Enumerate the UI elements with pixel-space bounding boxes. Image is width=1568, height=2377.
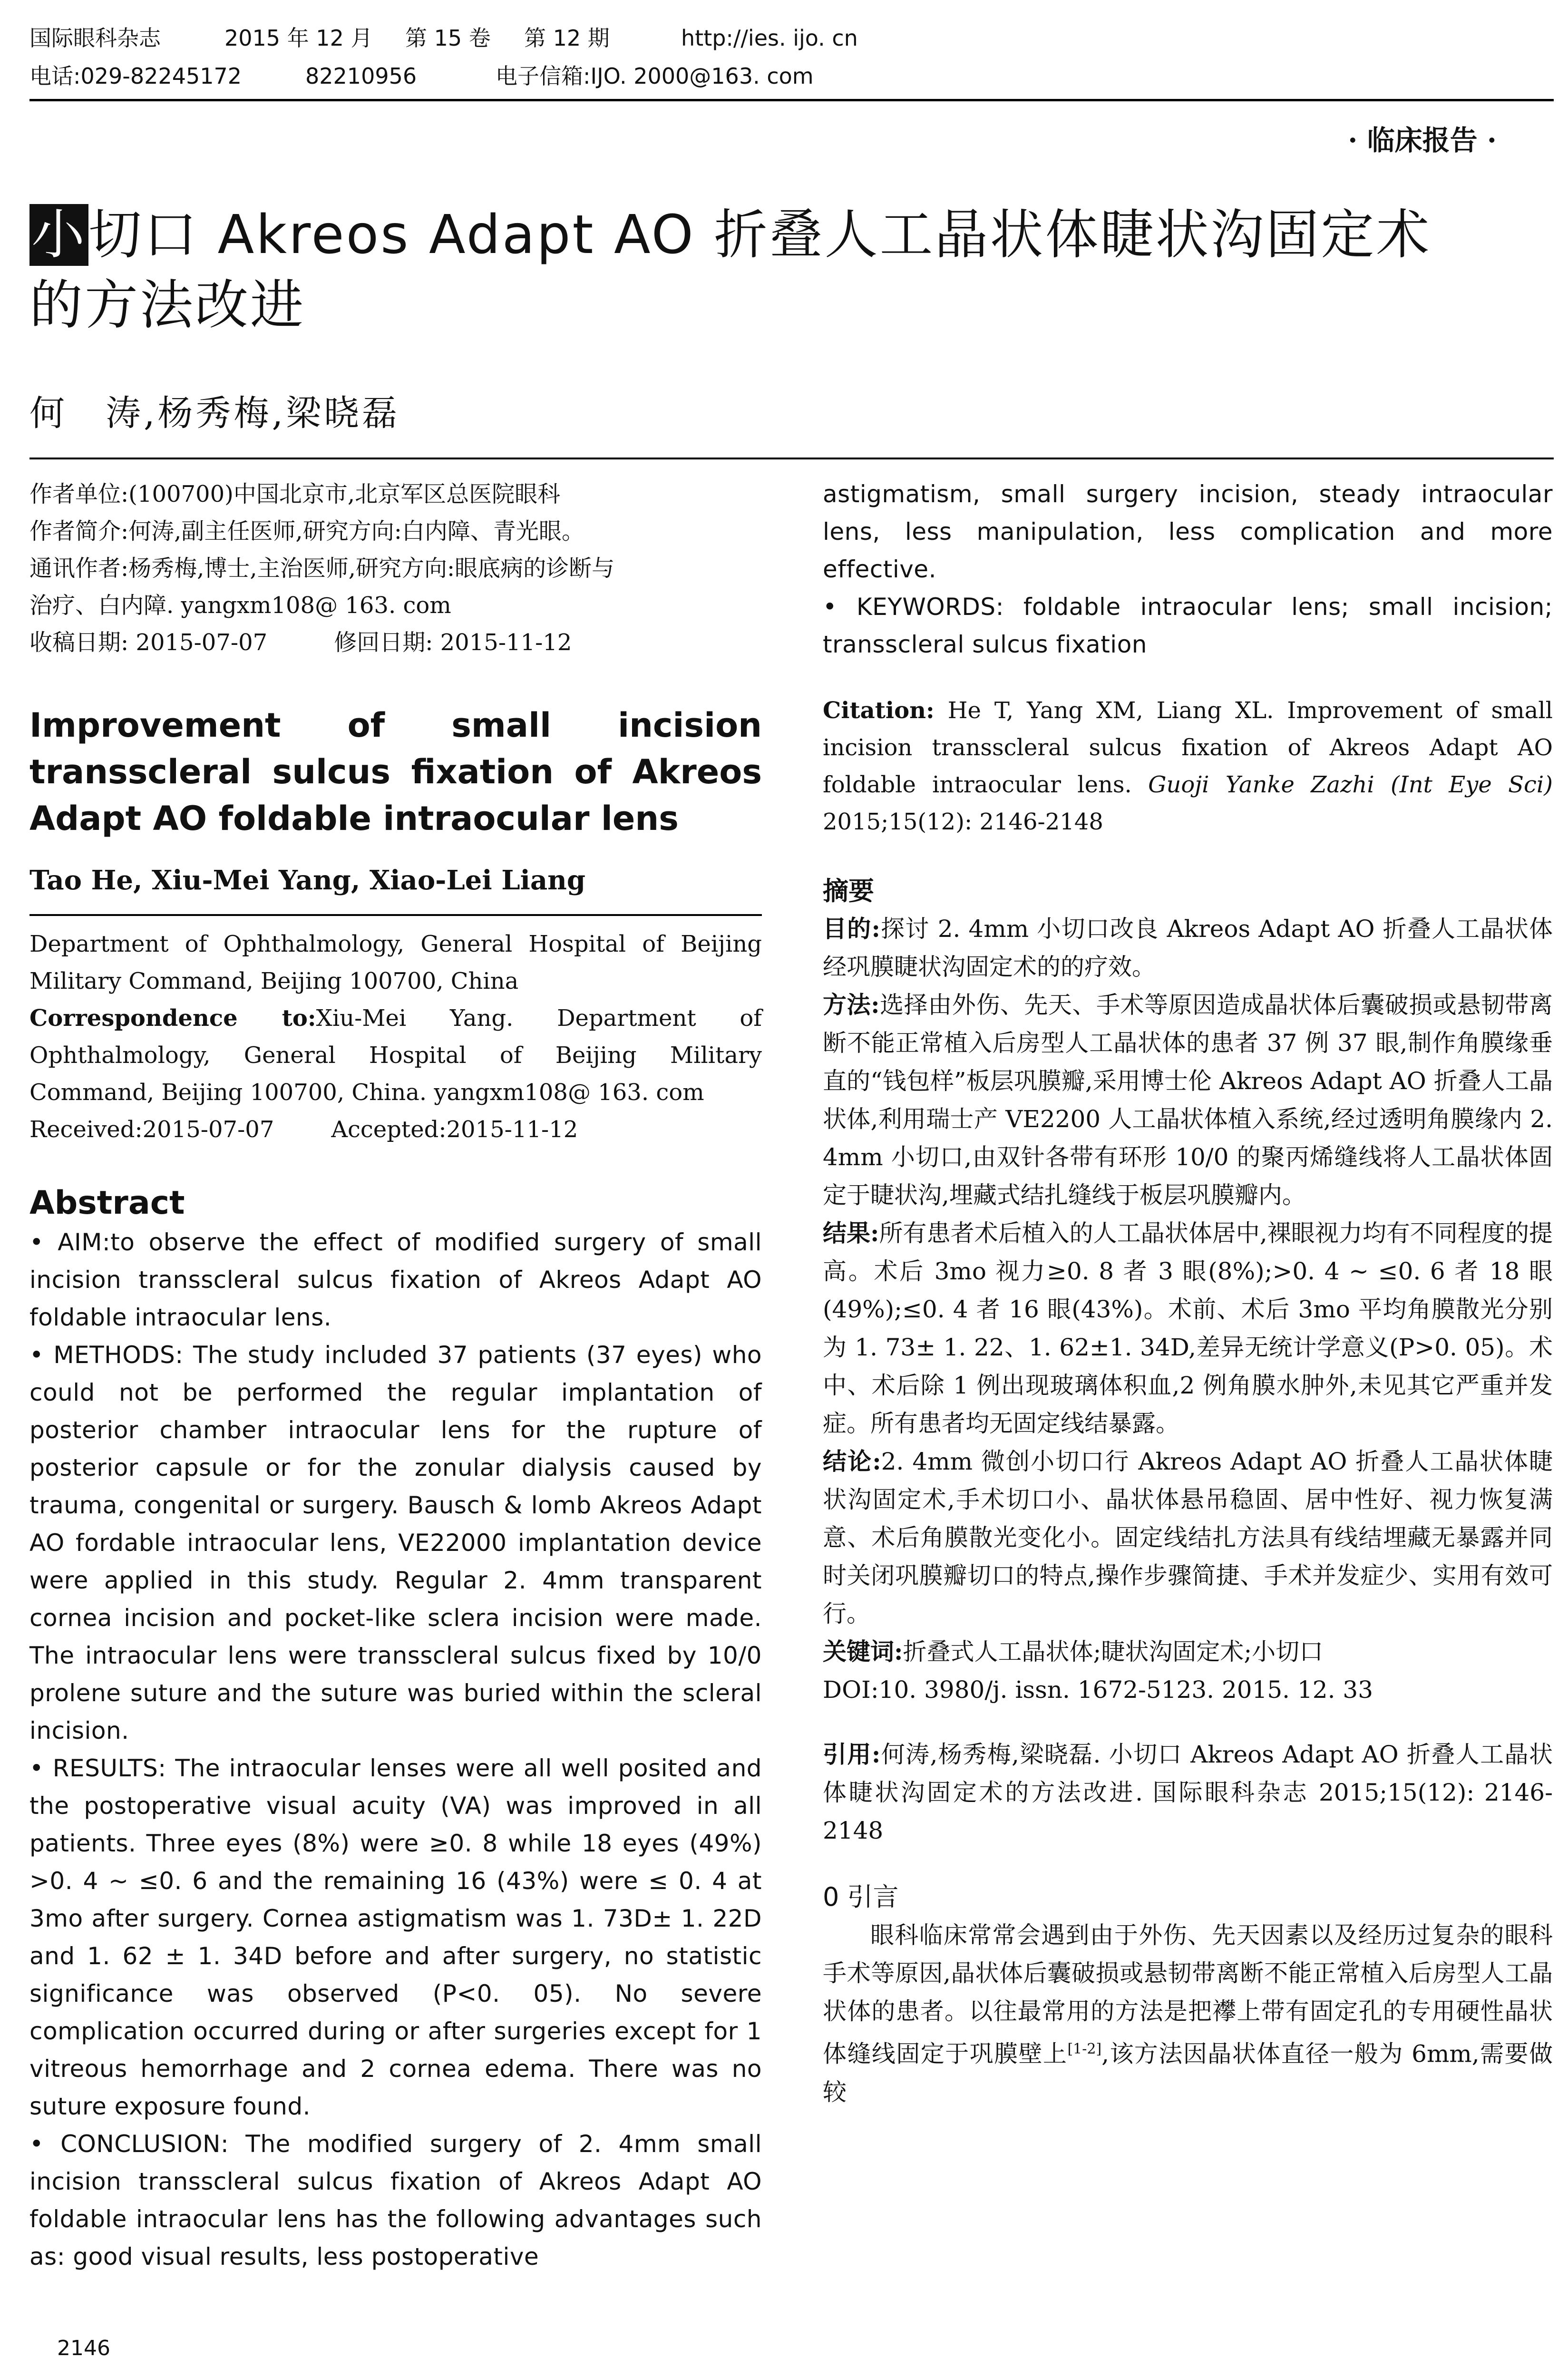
- cn-conclusion-label: 结论:: [823, 1447, 881, 1475]
- intro-text-1: 眼科临床常常会遇到由于外伤、先天因素以及经历过复杂的眼科手术等原因,晶状体后囊破损或悬韧带离断不能正常植入后房型人工晶状体的患者。以往最常用的方法是把襻上带有固定孔的专用硬性晶状体缝线固定于巩膜壁上: [823, 1921, 1553, 2068]
- revised-cn: 修回日期: 2015-11-12: [334, 629, 572, 656]
- abstract-conclusion-cont: astigmatism, small surgery incision, steady intraocular lens, less manipulation, less complication and more effective.: [823, 480, 1553, 583]
- cn-aim-label: 目的:: [823, 915, 880, 943]
- cn-results-text: 所有患者术后植入的人工晶状体居中,裸眼视力均有不同程度的提高。术后 3mo 视力≥0. 8 者 3 眼(8%);>0. 4 ~ ≤0. 6 者 18 眼(49%);≤0. 4 者 16 眼(43%)。术前、术后 3mo 平均角膜散光分别为 1. 73± 1. 22、1. 62±1. 34D,差异无统计学意义(P>0. 05)。术中、术后除 1 例出现玻璃体积血,2 例角膜水肿外,未见其它严重并发症。所有患者均无固定线结暴露。: [823, 1219, 1553, 1437]
- issue-date: 2015 年 12 月: [224, 25, 373, 51]
- cn-keywords-label: 关键词:: [823, 1637, 903, 1666]
- abstract-keywords: • KEYWORDS: foldable intraocular lens; small incision; transscleral sulcus fixation: [823, 593, 1553, 658]
- phone-2: 82210956: [305, 63, 417, 89]
- chinese-abstract-heading: 摘要: [823, 876, 874, 906]
- cn-conclusion: [823, 1442, 1553, 1633]
- article-title: [29, 200, 1551, 341]
- dates-cn: [29, 624, 762, 661]
- title-divider: [29, 458, 1554, 459]
- cn-aim: [823, 910, 1553, 986]
- page-number: 2146: [57, 2336, 110, 2360]
- right-column: [823, 476, 1553, 2111]
- journal-header: [29, 19, 1551, 95]
- author-bio: 作者简介:何涛,副主任医师,研究方向:白内障、青光眼。: [29, 518, 584, 545]
- email[interactable]: 电子信箱:IJO. 2000@163. com: [496, 63, 814, 89]
- affiliation-divider: [29, 914, 762, 916]
- author-info: [29, 476, 762, 661]
- citation: [823, 692, 1553, 840]
- cn-methods-text: 选择由外伤、先天、手术等原因造成晶状体后囊破损或悬韧带离断不能正常植入后房型人工晶状体的患者 37 例 37 眼,制作角膜缘垂直的“钱包样”板层巩膜瓣,采用博士伦 Akreos Adapt AO 折叠人工晶状体,利用瑞士产 VE2200 人工晶状体植入系统,经过透明角膜缘内 2. 4mm 小切口,由双针各带有环形 10/0 的聚丙烯缝线将人工晶状体固定于睫状沟,埋藏式结扎缝线于板层巩膜瓣内。: [823, 991, 1553, 1209]
- corresponding-author-2: 治疗、白内障. yangxm108@ 163. com: [29, 592, 451, 619]
- journal-url[interactable]: http://ies. ijo. cn: [681, 25, 858, 51]
- abstract-continued: [823, 476, 1553, 663]
- introduction: [823, 1878, 1553, 2111]
- intro-heading: 0 引言: [823, 1882, 899, 1912]
- title-highlight-char: 小: [29, 204, 88, 266]
- header-row-1: [29, 19, 1551, 57]
- citation-tail: 2015;15(12): 2146-2148: [823, 809, 1103, 835]
- citation-journal: Guoji Yanke Zazhi (Int Eye Sci): [1148, 771, 1553, 798]
- department: Department of Ophthalmology, General Hospital of Beijing Military Command, Beijing 100700, China: [29, 931, 762, 994]
- author-unit: 作者单位:(100700)中国北京市,北京军区总医院眼科: [29, 481, 561, 507]
- dates-en: [29, 1111, 762, 1148]
- intro-text-2: ,该方法因晶状体直径一般为 6mm,需要做较: [823, 2040, 1553, 2106]
- authors-cn: 何 涛,杨秀梅,梁晓磊: [29, 393, 400, 434]
- accepted-en: Accepted:2015-11-12: [331, 1116, 578, 1143]
- section-label: · 临床报告 ·: [1348, 124, 1497, 156]
- received-en: Received:2015-07-07: [29, 1116, 274, 1143]
- cn-citation-text: 何涛,杨秀梅,梁晓磊. 小切口 Akreos Adapt AO 折叠人工晶状体睫状沟固定术的方法改进. 国际眼科杂志 2015;15(12): 2146-2148: [823, 1741, 1553, 1844]
- intro-text: [823, 1916, 1553, 2111]
- corresponding-author-1: 通讯作者:杨秀梅,博士,主治医师,研究方向:眼底病的诊断与: [29, 555, 615, 582]
- cn-results: [823, 1214, 1553, 1442]
- chinese-citation: [823, 1735, 1553, 1850]
- volume: 第 15 卷: [405, 25, 491, 51]
- intro-ref[interactable]: [1-2]: [1067, 2041, 1102, 2057]
- citation-label: Citation:: [823, 697, 935, 724]
- phone: 电话:029-82245172: [29, 63, 242, 89]
- abstract-conclusion: • CONCLUSION: The modified surgery of 2. 4mm small incision transscleral sulcus fixation of Akreos Adapt AO foldable intraocular lens has the following advantages such as: good visual results, less postoperative: [29, 2130, 762, 2270]
- cn-aim-text: 探讨 2. 4mm 小切口改良 Akreos Adapt AO 折叠人工晶状体经巩膜睫状沟固定术的的疗效。: [823, 915, 1553, 981]
- journal-name: 国际眼科杂志: [29, 25, 161, 51]
- english-affiliation: [29, 925, 762, 1148]
- cn-keywords: [823, 1633, 1553, 1671]
- cn-citation-label: 引用:: [823, 1740, 881, 1768]
- cn-methods-label: 方法:: [823, 991, 880, 1019]
- title-line-1-text: 切口 Akreos Adapt AO 折叠人工晶状体睫状沟固定术: [88, 204, 1432, 266]
- cn-conclusion-text: 2. 4mm 微创小切口行 Akreos Adapt AO 折叠人工晶状体睫状沟固定术,手术切口小、晶状体悬吊稳固、居中性好、视力恢复满意、术后角膜散光变化小。固定线结扎方法具有线结埋藏无暴露并同时关闭巩膜瓣切口的特点,操作步骤简捷、手术并发症少、实用有效可行。: [823, 1448, 1553, 1627]
- english-title: Improvement of small incision transscleral sulcus fixation of Akreos Adapt AO foldable intraocular lens: [29, 706, 762, 838]
- doi[interactable]: DOI:10. 3980/j. issn. 1672-5123. 2015. 12. 33: [823, 1676, 1373, 1704]
- english-authors: Tao He, Xiu-Mei Yang, Xiao-Lei Liang: [29, 865, 585, 896]
- abstract-results: • RESULTS: The intraocular lenses were all well posited and the postoperative visual acuity (VA) was improved in all patients. Three eyes (8%) were ≥0. 8 while 18 eyes (49%) >0. 4 ~ ≤0. 6 and the remaining 16 (43%) were ≤ 0. 4 at 3mo after surgery. Cornea astigmatism was 1. 73D± 1. 22D and 1. 62 ± 1. 34D before and after surgery, no statistic significance was observed (P<0. 05). No severe complication occurred during or after surgeries except for 1 vitreous hemorrhage and 2 cornea edema. There was no suture exposure found.: [29, 1754, 762, 2120]
- correspondence-text: Xiu-Mei Yang. Department of Ophthalmology, General Hospital of Beijing Military Command, Beijing 100700, China. yangxm108@ 163. com: [29, 1005, 762, 1106]
- title-line-2: 的方法改进: [29, 274, 305, 336]
- correspondence: [29, 1000, 762, 1111]
- header-divider: [29, 99, 1554, 101]
- received-cn: 收稿日期: 2015-07-07: [29, 629, 268, 656]
- cn-keywords-text: 折叠式人工晶状体;睫状沟固定术;小切口: [903, 1638, 1324, 1666]
- cn-methods: [823, 986, 1553, 1214]
- english-abstract: [29, 1224, 762, 2276]
- abstract-heading: Abstract: [29, 1184, 185, 1222]
- abstract-methods: • METHODS: The study included 37 patients (37 eyes) who could not be performed the regular implantation of posterior chamber intraocular lens for the rupture of posterior capsule or for the zonular dialysis caused by trauma, congenital or surgery. Bausch & lomb Akreos Adapt AO fordable intraocular lens, VE22000 implantation device were applied in this study. Regular 2. 4mm transparent cornea incision and pocket-like sclera incision were made. The intraocular lens were transscleral sulcus fixed by 10/0 prolene suture and the suture was buried within the scleral incision.: [29, 1341, 762, 1744]
- citation-text: He T, Yang XM, Liang XL. Improvement of small incision transscleral sulcus fixation of Akreos Adapt AO foldable intraocular lens.: [823, 697, 1553, 798]
- cn-results-label: 结果:: [823, 1219, 879, 1247]
- left-column: [29, 476, 762, 2276]
- abstract-aim: • AIM:to observe the effect of modified surgery of small incision transscleral sulcus fixation of Akreos Adapt AO foldable intraocular lens.: [29, 1228, 762, 1331]
- correspondence-label: Correspondence to:: [29, 1005, 316, 1032]
- header-row-2: [29, 57, 1551, 95]
- issue-number: 第 12 期: [524, 25, 610, 51]
- chinese-abstract: [823, 872, 1553, 1709]
- title-line-1: [29, 200, 1551, 270]
